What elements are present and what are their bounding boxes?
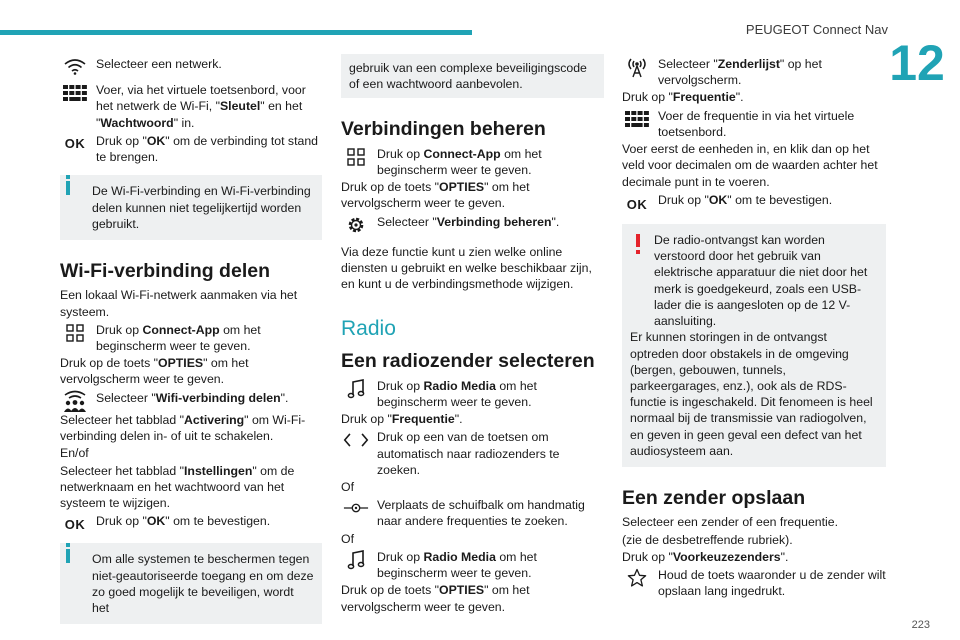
body-text: Druk op de toets "OPTIES" om het vervolgscherm weer te geven. bbox=[341, 180, 530, 211]
body-text: Of bbox=[341, 480, 354, 494]
warning-text: Er kunnen storingen in de ontvangst optreden door obstakels in de omgeving (bergen, gebouwen, tunnels, parkeergarages, enz.), ook als de RDS-functie is ingeschakeld. Dit fenomeen is heel normaal bij de transmissie van radiogolven, en geven in geen geval een defect van het audiosysteem aan. bbox=[630, 330, 873, 458]
warning-note bbox=[622, 224, 886, 467]
body-text: Druk op "Voorkeuzezenders". bbox=[622, 549, 789, 564]
section-heading: Wi-Fi-verbinding delen bbox=[60, 259, 270, 282]
step-wifi-share bbox=[60, 390, 322, 406]
step-connect-app bbox=[341, 146, 604, 178]
body-text: En/of bbox=[60, 446, 89, 461]
header-title: PEUGEOT Connect Nav bbox=[745, 22, 888, 37]
body-text: Druk op "Frequentie". bbox=[341, 412, 463, 427]
column-2 bbox=[341, 54, 604, 615]
step-enter-frequency bbox=[622, 108, 886, 140]
step-text: Druk op Connect-App om het beginscherm weer te geven. bbox=[96, 322, 261, 354]
step-text: Verplaats de schuifbalk om handmatig naar andere frequenties te zoeken. bbox=[377, 498, 585, 529]
body-text: Selecteer het tabblad "Instellingen" om de netwerknaam en het wachtwoord van het systeem te wijzigen. bbox=[60, 463, 295, 510]
ok-icon: OK bbox=[64, 516, 86, 532]
step-select-network bbox=[60, 56, 322, 72]
step-station-list bbox=[622, 56, 886, 88]
step-text: Voer, via het virtuele toetsenbord, voor het netwerk de Wi-Fi, "Sleutel" en het "Wachtwoord" in. bbox=[96, 83, 306, 130]
step-text: Druk op "OK" om te bevestigen. bbox=[658, 192, 833, 207]
column-1 bbox=[60, 54, 322, 624]
chevron-left-right-icon bbox=[343, 431, 369, 449]
star-icon bbox=[624, 569, 650, 587]
step-press-ok bbox=[60, 133, 322, 165]
column-3 bbox=[622, 54, 886, 600]
slider-icon bbox=[343, 499, 369, 517]
chapter-section-title: Radio bbox=[341, 316, 396, 340]
step-text: Selecteer "Wifi-verbinding delen". bbox=[96, 390, 289, 405]
body-text: (zie de desbetreffende rubriek). bbox=[622, 532, 793, 547]
step-text: Voer de frequentie in via het virtuele toetsenbord. bbox=[658, 108, 855, 139]
warning-text: De radio-ontvangst kan worden verstoord door het gebruik van elektrische apparatuur die niet door het merk is goedgekeurd, zoals een USB-lader die is aangesloten op de 12 V-aansluiting. bbox=[654, 232, 868, 329]
step-slider bbox=[341, 497, 604, 529]
step-press-ok-2 bbox=[60, 513, 322, 532]
intro-text: Een lokaal Wi-Fi-netwerk aanmaken via het systeem. bbox=[60, 288, 298, 319]
step-connect-app bbox=[60, 322, 322, 354]
body-text: Via deze functie kunt u zien welke online diensten u gebruikt en welke beschikbaar zijn, en kunt u de verbindingsmethode wijzigen. bbox=[341, 244, 592, 292]
step-enter-key bbox=[60, 82, 322, 131]
page-number: 223 bbox=[911, 619, 930, 631]
wifi-icon bbox=[62, 58, 88, 76]
apps-grid-icon bbox=[62, 324, 88, 342]
info-note bbox=[60, 175, 322, 240]
body-text: Of bbox=[341, 531, 354, 546]
music-note-icon bbox=[343, 551, 369, 569]
step-manage-connections bbox=[341, 214, 604, 230]
step-text: Houd de toets waaronder u de zender wilt opslaan lang ingedrukt. bbox=[658, 568, 886, 599]
body-text: Voer eerst de eenheden in, en klik dan op het veld voor decimalen om de waarden achter het decimale punt in te voeren. bbox=[622, 142, 878, 189]
radio-antenna-icon bbox=[624, 58, 650, 76]
step-text: Selecteer een netwerk. bbox=[96, 57, 222, 71]
note-text: De Wi-Fi-verbinding en Wi-Fi-verbinding delen kunnen niet tegelijkertijd worden gebruikt. bbox=[92, 184, 311, 231]
note-text: gebruik van een complexe beveiligingscode of een wachtwoord aanbevolen. bbox=[349, 61, 587, 92]
step-press-ok bbox=[622, 192, 886, 213]
keyboard-icon bbox=[624, 110, 650, 128]
step-auto-search bbox=[341, 429, 604, 478]
body-text: Selecteer het tabblad "Activering" om Wi-Fi-verbinding delen in- of uit te schakelen. bbox=[60, 412, 306, 444]
section-heading: Een zender opslaan bbox=[622, 487, 806, 510]
chapter-number: 12 bbox=[889, 35, 945, 91]
step-text: Druk op "OK" om de verbinding tot stand te brengen. bbox=[96, 133, 318, 165]
step-radio-media bbox=[341, 378, 604, 410]
step-radio-media-2 bbox=[341, 549, 604, 581]
body-text: Selecteer een zender of een frequentie. bbox=[622, 515, 839, 530]
section-heading: Verbindingen beheren bbox=[341, 118, 546, 141]
section-heading: Een radiozender selecteren bbox=[341, 350, 595, 373]
wifi-sharing-icon bbox=[62, 392, 88, 410]
step-text: Druk op Radio Media om het beginscherm weer te geven. bbox=[377, 549, 537, 581]
keyboard-icon bbox=[62, 84, 88, 102]
step-text: Selecteer "Verbinding beheren". bbox=[377, 214, 560, 229]
body-text: Druk op de toets "OPTIES" om het vervolgscherm weer te geven. bbox=[60, 356, 249, 387]
header-accent-bar bbox=[0, 30, 472, 35]
info-note bbox=[60, 543, 322, 624]
step-text: Druk op "OK" om te bevestigen. bbox=[96, 514, 271, 529]
info-note-continued bbox=[341, 54, 604, 98]
step-text: Selecteer "Zenderlijst" op het vervolgscherm. bbox=[658, 57, 822, 88]
note-text: Om alle systemen te beschermen tegen niet-geautoriseerde toegang en om deze zo goed mogelijk te beveiligen, wordt het bbox=[92, 552, 314, 616]
ok-icon: OK bbox=[64, 136, 86, 152]
body-text: Druk op de toets "OPTIES" om het vervolgscherm weer te geven. bbox=[341, 583, 530, 614]
step-store-station bbox=[622, 567, 886, 599]
music-note-icon bbox=[343, 380, 369, 398]
ok-icon: OK bbox=[626, 197, 648, 213]
gear-icon bbox=[343, 216, 369, 234]
body-text: Druk op "Frequentie". bbox=[622, 90, 744, 105]
step-text: Druk op een van de toetsen om automatisch naar radiozenders te zoeken. bbox=[377, 430, 560, 477]
step-text: Druk op Connect-App om het beginscherm weer te geven. bbox=[377, 146, 542, 178]
apps-grid-icon bbox=[343, 148, 369, 166]
step-text: Druk op Radio Media om het beginscherm weer te geven. bbox=[377, 378, 537, 409]
